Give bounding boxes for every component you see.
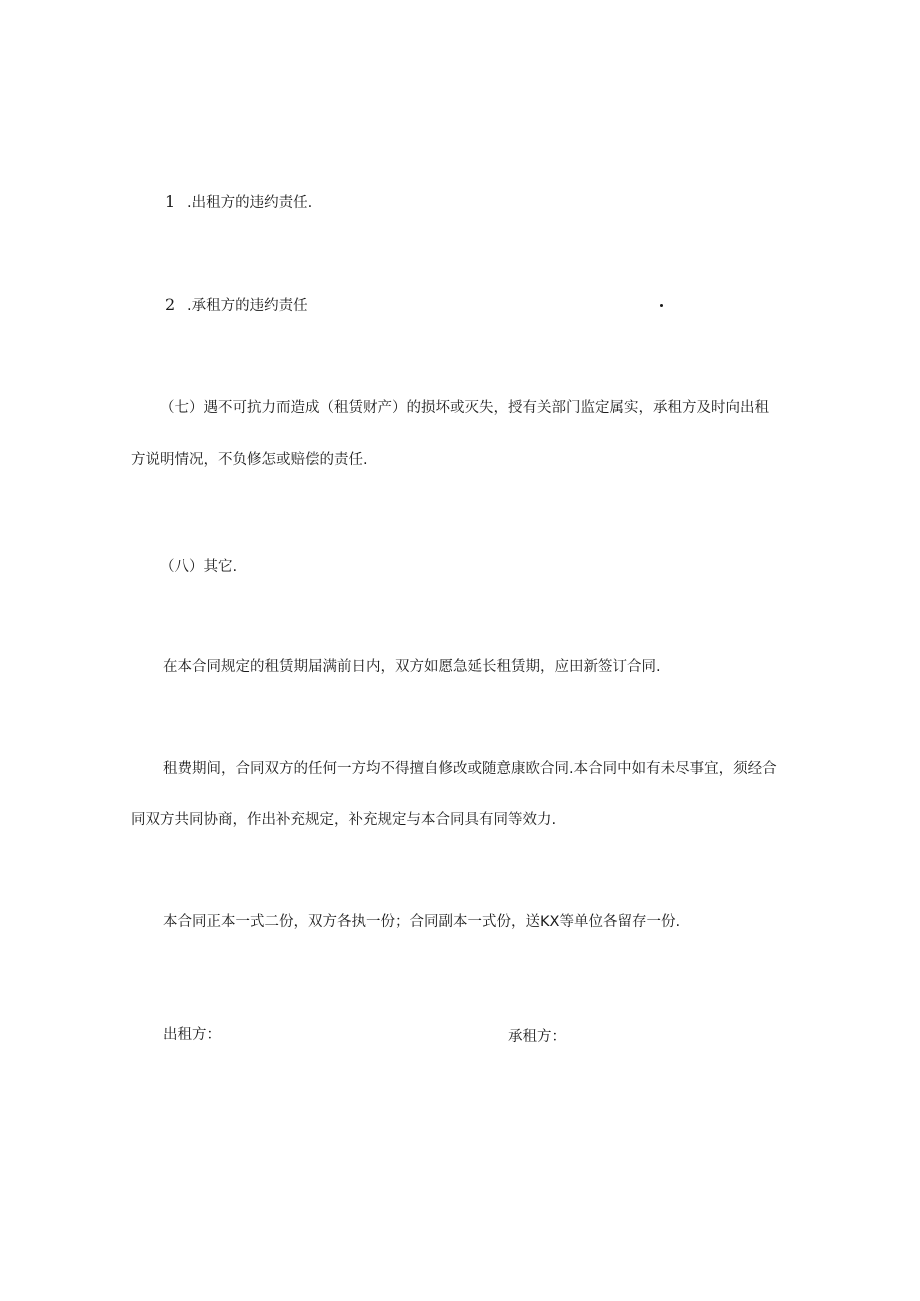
item-text: .出租方的违约责任. <box>187 195 313 211</box>
paragraph-copies: 本合同正本一式二份，双方各执一份；合同副本一式份，送KX等单位各留存一份. <box>163 914 681 930</box>
stray-dot-mark <box>660 304 663 307</box>
clause-7-line-2: 方说明情况，不负修怎或赔偿的责任. <box>131 452 368 468</box>
item-text: .承租方的违约责任 <box>187 298 308 314</box>
paragraph-renewal: 在本合同规定的租赁期届满前日内，双方如愿急延长租赁期，应田新签订合同. <box>163 659 661 675</box>
lessor-signature-label: 出租方： <box>163 1027 221 1043</box>
paragraph-amendment-line-1: 租费期间，合同双方的任何一方均不得擅自修改或随意康欧合同.本合同中如有未尽事宜，须经合 <box>163 761 777 777</box>
item-number: 2 <box>165 295 176 314</box>
lessee-signature-label: 承租方： <box>508 1029 566 1045</box>
item-1-lessor-breach <box>165 192 312 213</box>
item-number: 1 <box>165 192 176 211</box>
item-2-lessee-breach <box>165 295 308 316</box>
clause-7-line-1: （七）遇不可抗力而造成（租赁财产）的损坏或灭失，授有关部门监定属实，承租方及时向出租 <box>160 400 769 416</box>
paragraph-amendment-line-2: 同双方共同协商，作出补充规定，补充规定与本合同具有同等效力. <box>131 812 557 828</box>
clause-8-heading: （八）其它. <box>160 559 238 575</box>
